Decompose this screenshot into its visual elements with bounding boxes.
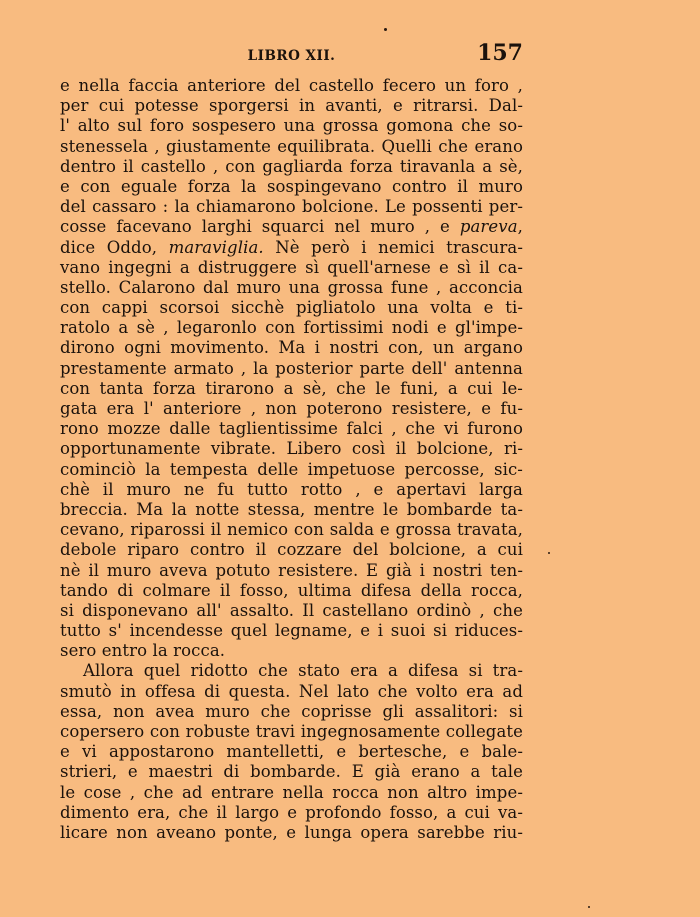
text-line: strieri, e maestri di bombarde. E già erano a tale: [60, 762, 523, 782]
text-line: si disponevano all' assalto. Il castellano ordinò , che: [60, 600, 523, 620]
italic-word: maraviglia.: [168, 237, 264, 257]
text-line: opportunamente vibrate. Libero così il bolcione, ri-: [60, 439, 523, 459]
text-line: [60, 238, 523, 258]
text-line: con cappi scorsoi sicchè pigliatolo una volta e ti-: [60, 298, 523, 318]
text-line: chè il muro ne fu tutto rotto , e apertavi larga: [60, 479, 523, 499]
text-line: nè il muro aveva potuto resistere. E già i nostri ten-: [60, 560, 523, 580]
text-segment: dice Oddo,: [60, 237, 169, 257]
text-line: rono mozze dalle taglientissime falci , che vi furono: [60, 419, 523, 439]
text-line: copersero con robuste travi ingegnosamente collegate: [60, 722, 523, 741]
paper-speck: [548, 552, 550, 554]
text-line: gata era l' anteriore , non poterono resistere, e fu-: [60, 399, 523, 418]
text-line: dentro il castello , con gagliarda forza tiravanla a sè,: [60, 156, 523, 176]
text-line: sero entro la rocca.: [60, 641, 226, 661]
text-line: del cassaro : la chiamarono bolcione. Le possenti per-: [60, 197, 523, 217]
text-line: Allora quel ridotto che stato era a difesa si tra-: [83, 661, 523, 681]
text-line: e con eguale forza la sospingevano contro il muro: [60, 176, 523, 196]
text-line: tando di colmare il fosso, ultima difesa della rocca,: [60, 580, 523, 600]
text-line: ratolo a sè , legaronlo con fortissimi nodi e gl'impe-: [60, 318, 523, 338]
running-head: LIBRO XII.: [247, 48, 336, 64]
text-line: con tanta forza tirarono a sè, che le funi, a cui le-: [60, 378, 523, 398]
text-line: debole riparo contro il cozzare del bolcione, a cui: [60, 540, 523, 560]
text-segment: ,: [517, 217, 523, 237]
text-line: stenessela , giustamente equilibrata. Quelli che erano: [60, 136, 523, 156]
text-line: essa, non avea muro che coprisse gli assalitori: si: [60, 701, 523, 721]
italic-word: pareva: [459, 217, 518, 237]
text-line: l' alto sul foro sospesero una grossa gomona che so-: [60, 116, 523, 136]
text-line: tutto s' incendesse quel legname, e i suoi si riduces-: [60, 621, 523, 641]
text-line: cevano, riparossi il nemico con salda e grossa travata,: [60, 520, 523, 540]
text-line: smutò in offesa di questa. Nel lato che volto era ad: [60, 681, 523, 701]
paper-speck: [384, 28, 387, 31]
text-line: le cose , che ad entrare nella rocca non altro impe-: [60, 782, 523, 802]
text-line: e vi appostarono mantelletti, e bertesche, e bale-: [60, 742, 523, 762]
text-line: [60, 217, 523, 237]
text-line: dimento era, che il largo e profondo fosso, a cui va-: [60, 802, 523, 822]
text-line: prestamente armato , la posterior parte dell' antenna: [60, 358, 523, 378]
text-line: breccia. Ma la notte stessa, mentre le bombarde ta-: [60, 499, 523, 519]
text-line: licare non aveano ponte, e lunga opera sarebbe riu-: [60, 822, 523, 842]
text-line: dirono ogni movimento. Ma i nostri con, un argano: [60, 338, 523, 358]
text-line: vano ingegni a distruggere sì quell'arnese e sì il ca-: [60, 257, 523, 277]
paper-speck: [588, 906, 590, 908]
body-text: [60, 76, 523, 843]
page-number: 157: [477, 40, 523, 66]
text-line: per cui potesse sporgersi in avanti, e ritrarsi. Dal-: [60, 96, 523, 116]
text-line: cominciò la tempesta delle impetuose percosse, sic-: [60, 459, 523, 479]
text-line: stello. Calarono dal muro una grossa fune , acconcia: [60, 277, 523, 297]
text-line: e nella faccia anteriore del castello fecero un foro ,: [60, 76, 523, 95]
page-header: [60, 38, 523, 68]
text-segment: cosse facevano larghi squarci nel muro , e: [60, 217, 460, 237]
text-segment: Nè però i nemici trascura-: [263, 237, 524, 257]
